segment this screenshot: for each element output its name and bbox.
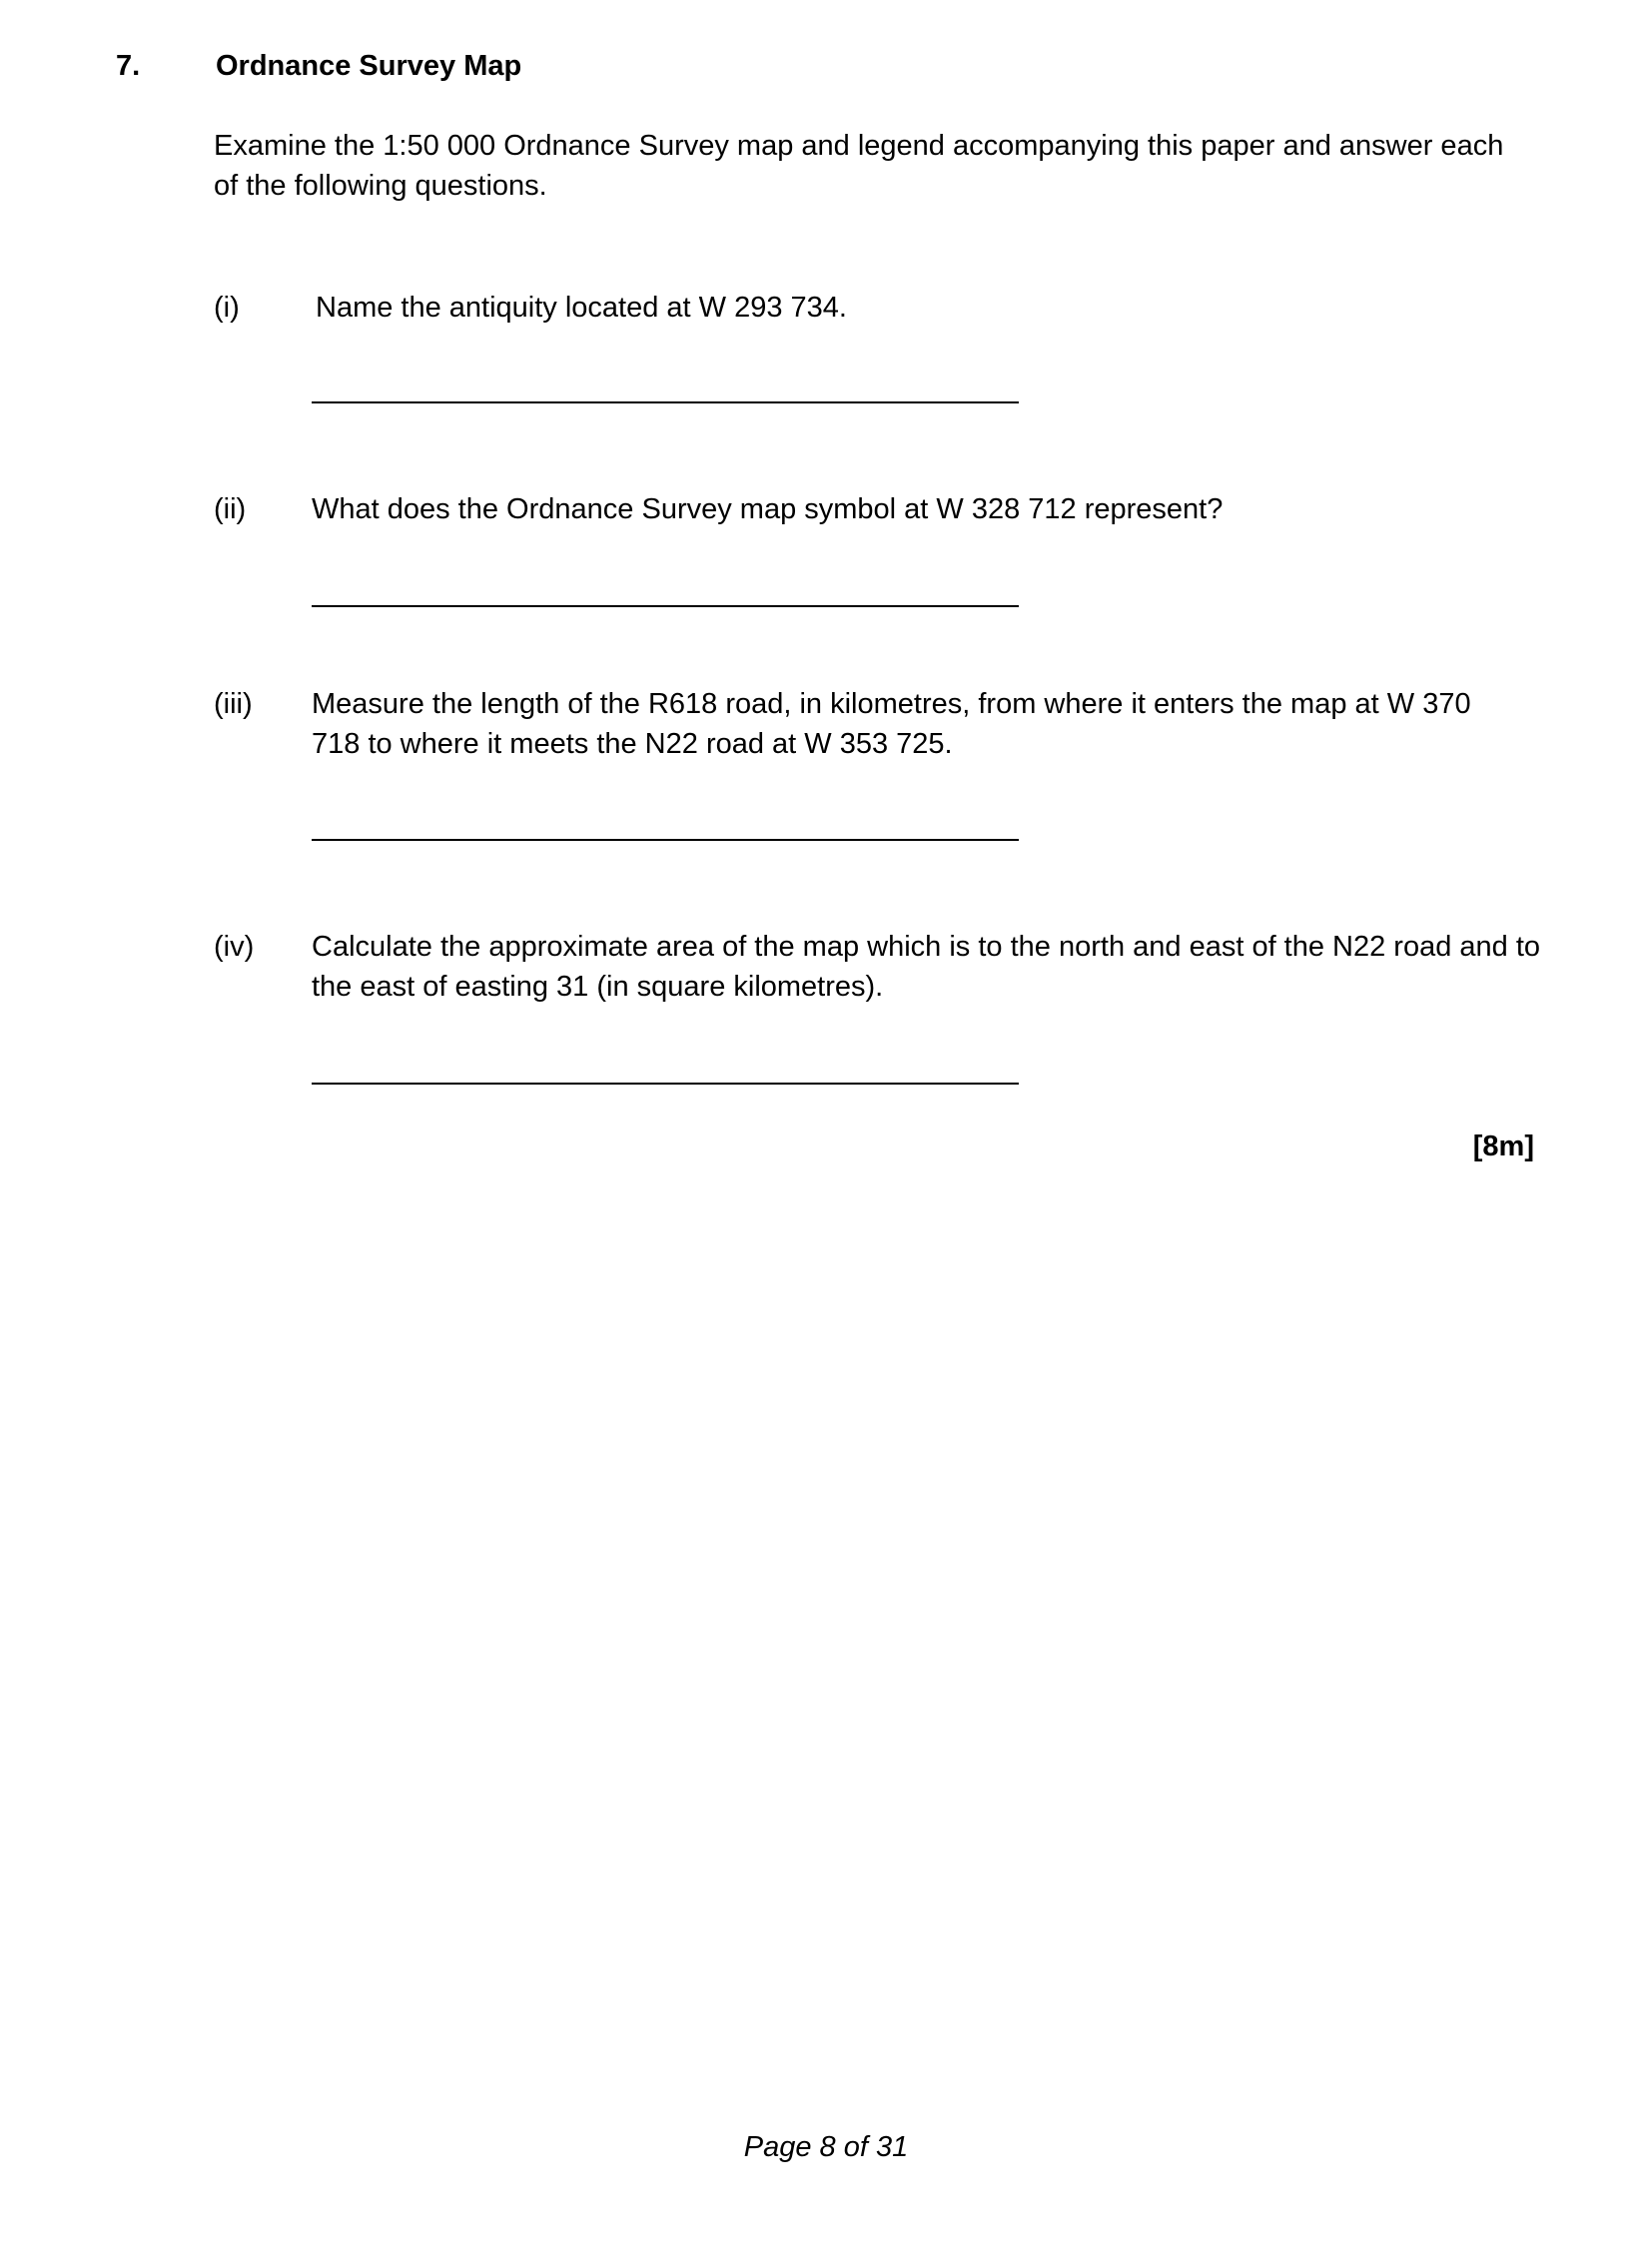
page-number: Page 8 of 31 [743,2131,909,2163]
part-label: (i) [214,292,240,324]
part-label: (iv) [214,931,255,963]
marks-allocation: [8m] [1472,1130,1534,1162]
question-intro: Examine the 1:50 000 Ordnance Survey map and legend accompanying this paper and answer each of the following questions. [214,130,1504,202]
part-label: (ii) [214,493,247,525]
part-text: Calculate the approximate area of the map which is to the north and east of the N22 road and to the east of easting 31 (in square kilometres). [312,931,1541,1003]
question-title: Ordnance Survey Map [216,50,522,82]
part-text: Name the antiquity located at W 293 734. [316,292,847,324]
answer-line-i[interactable] [312,401,1019,403]
answer-line-iii[interactable] [312,839,1019,841]
question-number: 7. [116,50,141,82]
part-text: Measure the length of the R618 road, in kilometres, from where it enters the map at W 370 718 to where it meets the N22 road at W 353 725. [312,688,1471,760]
part-label: (iii) [214,688,253,720]
answer-line-ii[interactable] [312,605,1019,607]
part-text: What does the Ordnance Survey map symbol at W 328 712 represent? [312,493,1224,525]
answer-line-iv[interactable] [312,1083,1019,1085]
